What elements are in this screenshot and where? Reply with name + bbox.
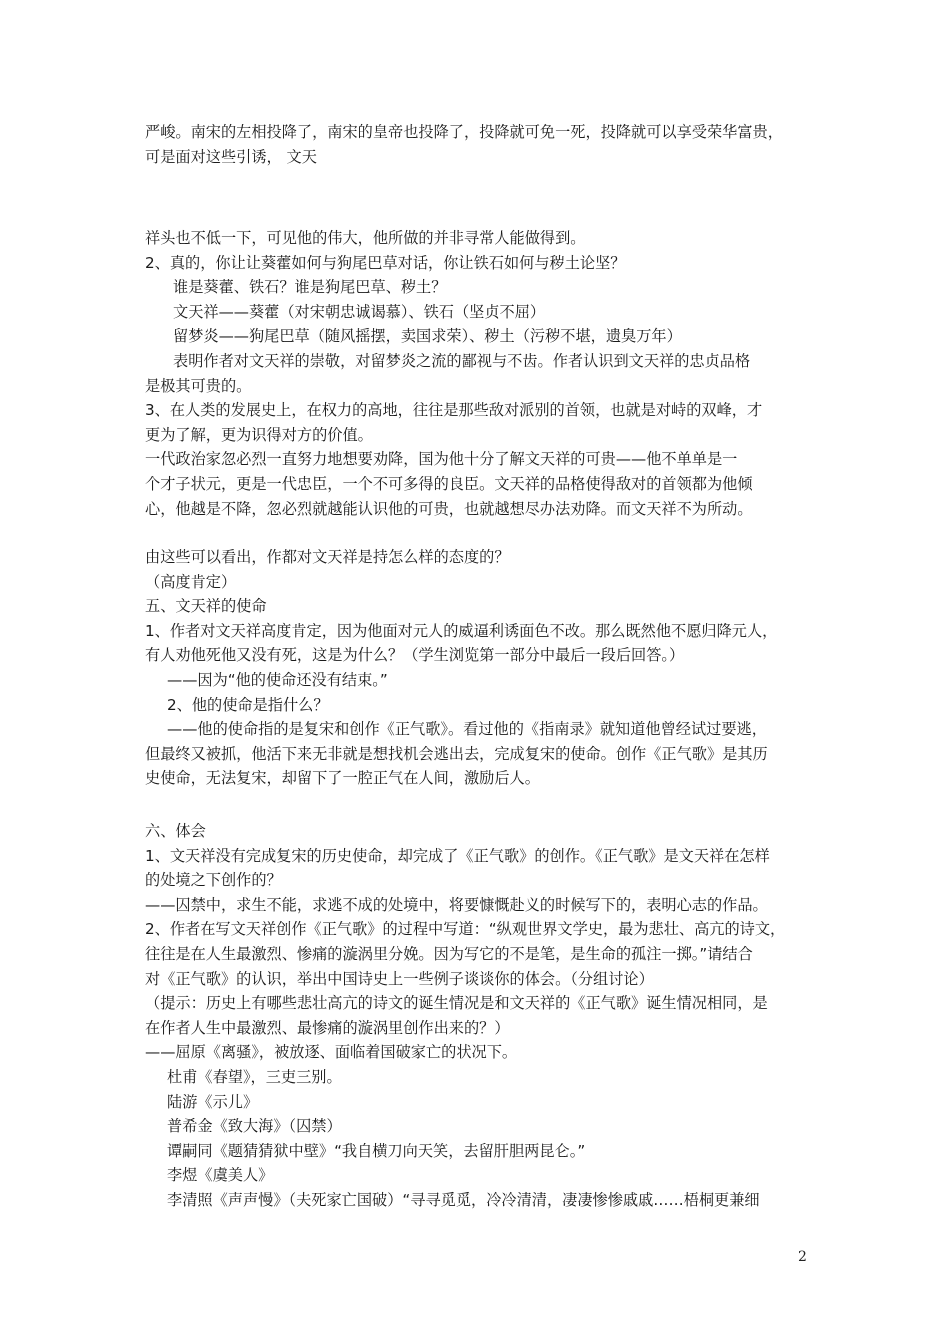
text-line: 李清照《声声慢》（夫死家亡国破）“寻寻觅觅，冷冷清清，凄凄惨惨戚戚……梧桐更兼细 [167,1190,760,1209]
text-line: ——囚禁中，求生不能，求逃不成的处境中，将要慷慨赴义的时候写下的，表明心志的作品。 [145,895,768,914]
text-line: 李煜《虞美人》 [167,1166,274,1185]
text-line: 有人劝他死他又没有死，这是为什么？（学生浏览第一部分中最后一段后回答。） [145,646,685,665]
section-heading: 六、体会 [145,822,206,840]
text-line: 3、在人类的发展史上，在权力的高地，往往是那些敌对派别的首领，也就是对峙的双峰，才 [145,401,763,420]
text-line: 严峻。南宋的左相投降了，南宋的皇帝也投降了，投降就可免一死，投降就可以享受荣华富贵， [145,123,783,141]
text-line: 谭嗣同《题猜猜狱中壁》“我自横刀向天笑，去留肝胆两昆仑。” [167,1141,586,1160]
text-line: 表明作者对文天祥的崇敬，对留梦炎之流的鄙视与不齿。作者认识到文天祥的忠贞品格 [173,351,751,370]
text-line: 留梦炎——狗尾巴草（随风摇摆，卖国求荣）、秽土（污秽不堪，遗臭万年） [173,327,682,346]
text-line: 但最终又被抓，他活下来无非就是想找机会逃出去，完成复宋的使命。创作《正气歌》是其历 [145,744,768,763]
text-line: 心，他越是不降，忽必烈就越能认识他的可贵，也就越想尽办法劝降。而文天祥不为所动。 [145,499,753,518]
page-number: 2 [798,1249,807,1265]
text-line: 2、他的使命是指什么？ [167,695,329,714]
text-line: 杜甫《春望》，三吏三别。 [167,1067,342,1086]
section-heading: 五、文天祥的使命 [145,597,267,616]
text-line: 的处境之下创作的？ [145,871,282,890]
text-line: 2、真的，你让让葵藿如何与狗尾巴草对话，你让铁石如何与秽土论坚？ [145,253,626,272]
text-line: （提示：历史上有哪些悲壮高亢的诗文的诞生情况是和文天祥的《正气歌》诞生情况相同，是 [145,994,768,1013]
text-line: 更为了解，更为识得对方的价值。 [145,425,373,444]
text-line: 谁是葵藿、铁石？谁是狗尾巴草、秽土？ [173,278,447,297]
text-line: ——屈原《离骚》，被放逐、面临着国破家亡的状况下。 [145,1043,518,1062]
paragraph-block-4 [145,819,820,1213]
text-line: 由这些可以看出，作都对文天祥是持怎么样的态度的？ [145,548,510,566]
paragraph-block-2 [145,226,820,521]
text-line: （高度肯定） [145,572,237,591]
text-line: ——因为“他的使命还没有结束。” [167,670,388,689]
text-line: 祥头也不低一下，可见他的伟大，他所做的并非寻常人能做得到。 [145,229,586,247]
text-line: 可是面对这些引诱， 文天 [145,147,317,166]
text-line: 史使命，无法复宋，却留下了一腔正气在人间，激励后人。 [145,769,540,788]
text-line: 是极其可贵的。 [145,376,252,395]
text-line: 往往是在人生最激烈、惨痛的漩涡里分娩。因为写它的不是笔，是生命的孤注一掷。”请结合 [145,944,753,963]
text-line: 文天祥——葵藿（对宋朝忠诚谒慕）、铁石（坚贞不屈） [173,302,546,321]
text-line: 陆游《示儿》 [167,1092,259,1111]
text-line: ——他的使命指的是复宋和创作《正气歌》。看过他的《指南录》就知道他曾经试过要逃， [167,720,767,739]
text-line: 2、作者在写文天祥创作《正气歌》的过程中写道：“纵观世界文学史，最为悲壮、高亢的诗文， [145,920,786,939]
text-line: 1、作者对文天祥高度肯定，因为他面对元人的威逼利诱面色不改。那么既然他不愿归降元人， [145,621,778,640]
text-line: 一代政治家忽必烈一直努力地想要劝降，国为他十分了解文天祥的可贵——他不单单是一 [145,450,738,469]
text-line: 个才子状元，更是一代忠臣，一个不可多得的良臣。文天祥的品格使得敌对的首领都为他倾 [145,474,753,493]
text-line: 1、文天祥没有完成复宋的历史使命，却完成了《正气歌》的创作。《正气歌》是文天祥在怎样 [145,846,770,865]
paragraph-block-1 [145,120,820,169]
paragraph-block-3 [145,545,820,791]
text-line: 普希金《致大海》（囚禁） [167,1117,342,1136]
text-line: 对《正气歌》的认识，举出中国诗史上一些例子谈谈你的体会。（分组讨论） [145,969,654,988]
text-line: 在作者人生中最激烈、最惨痛的漩涡里创作出来的？） [145,1018,510,1037]
